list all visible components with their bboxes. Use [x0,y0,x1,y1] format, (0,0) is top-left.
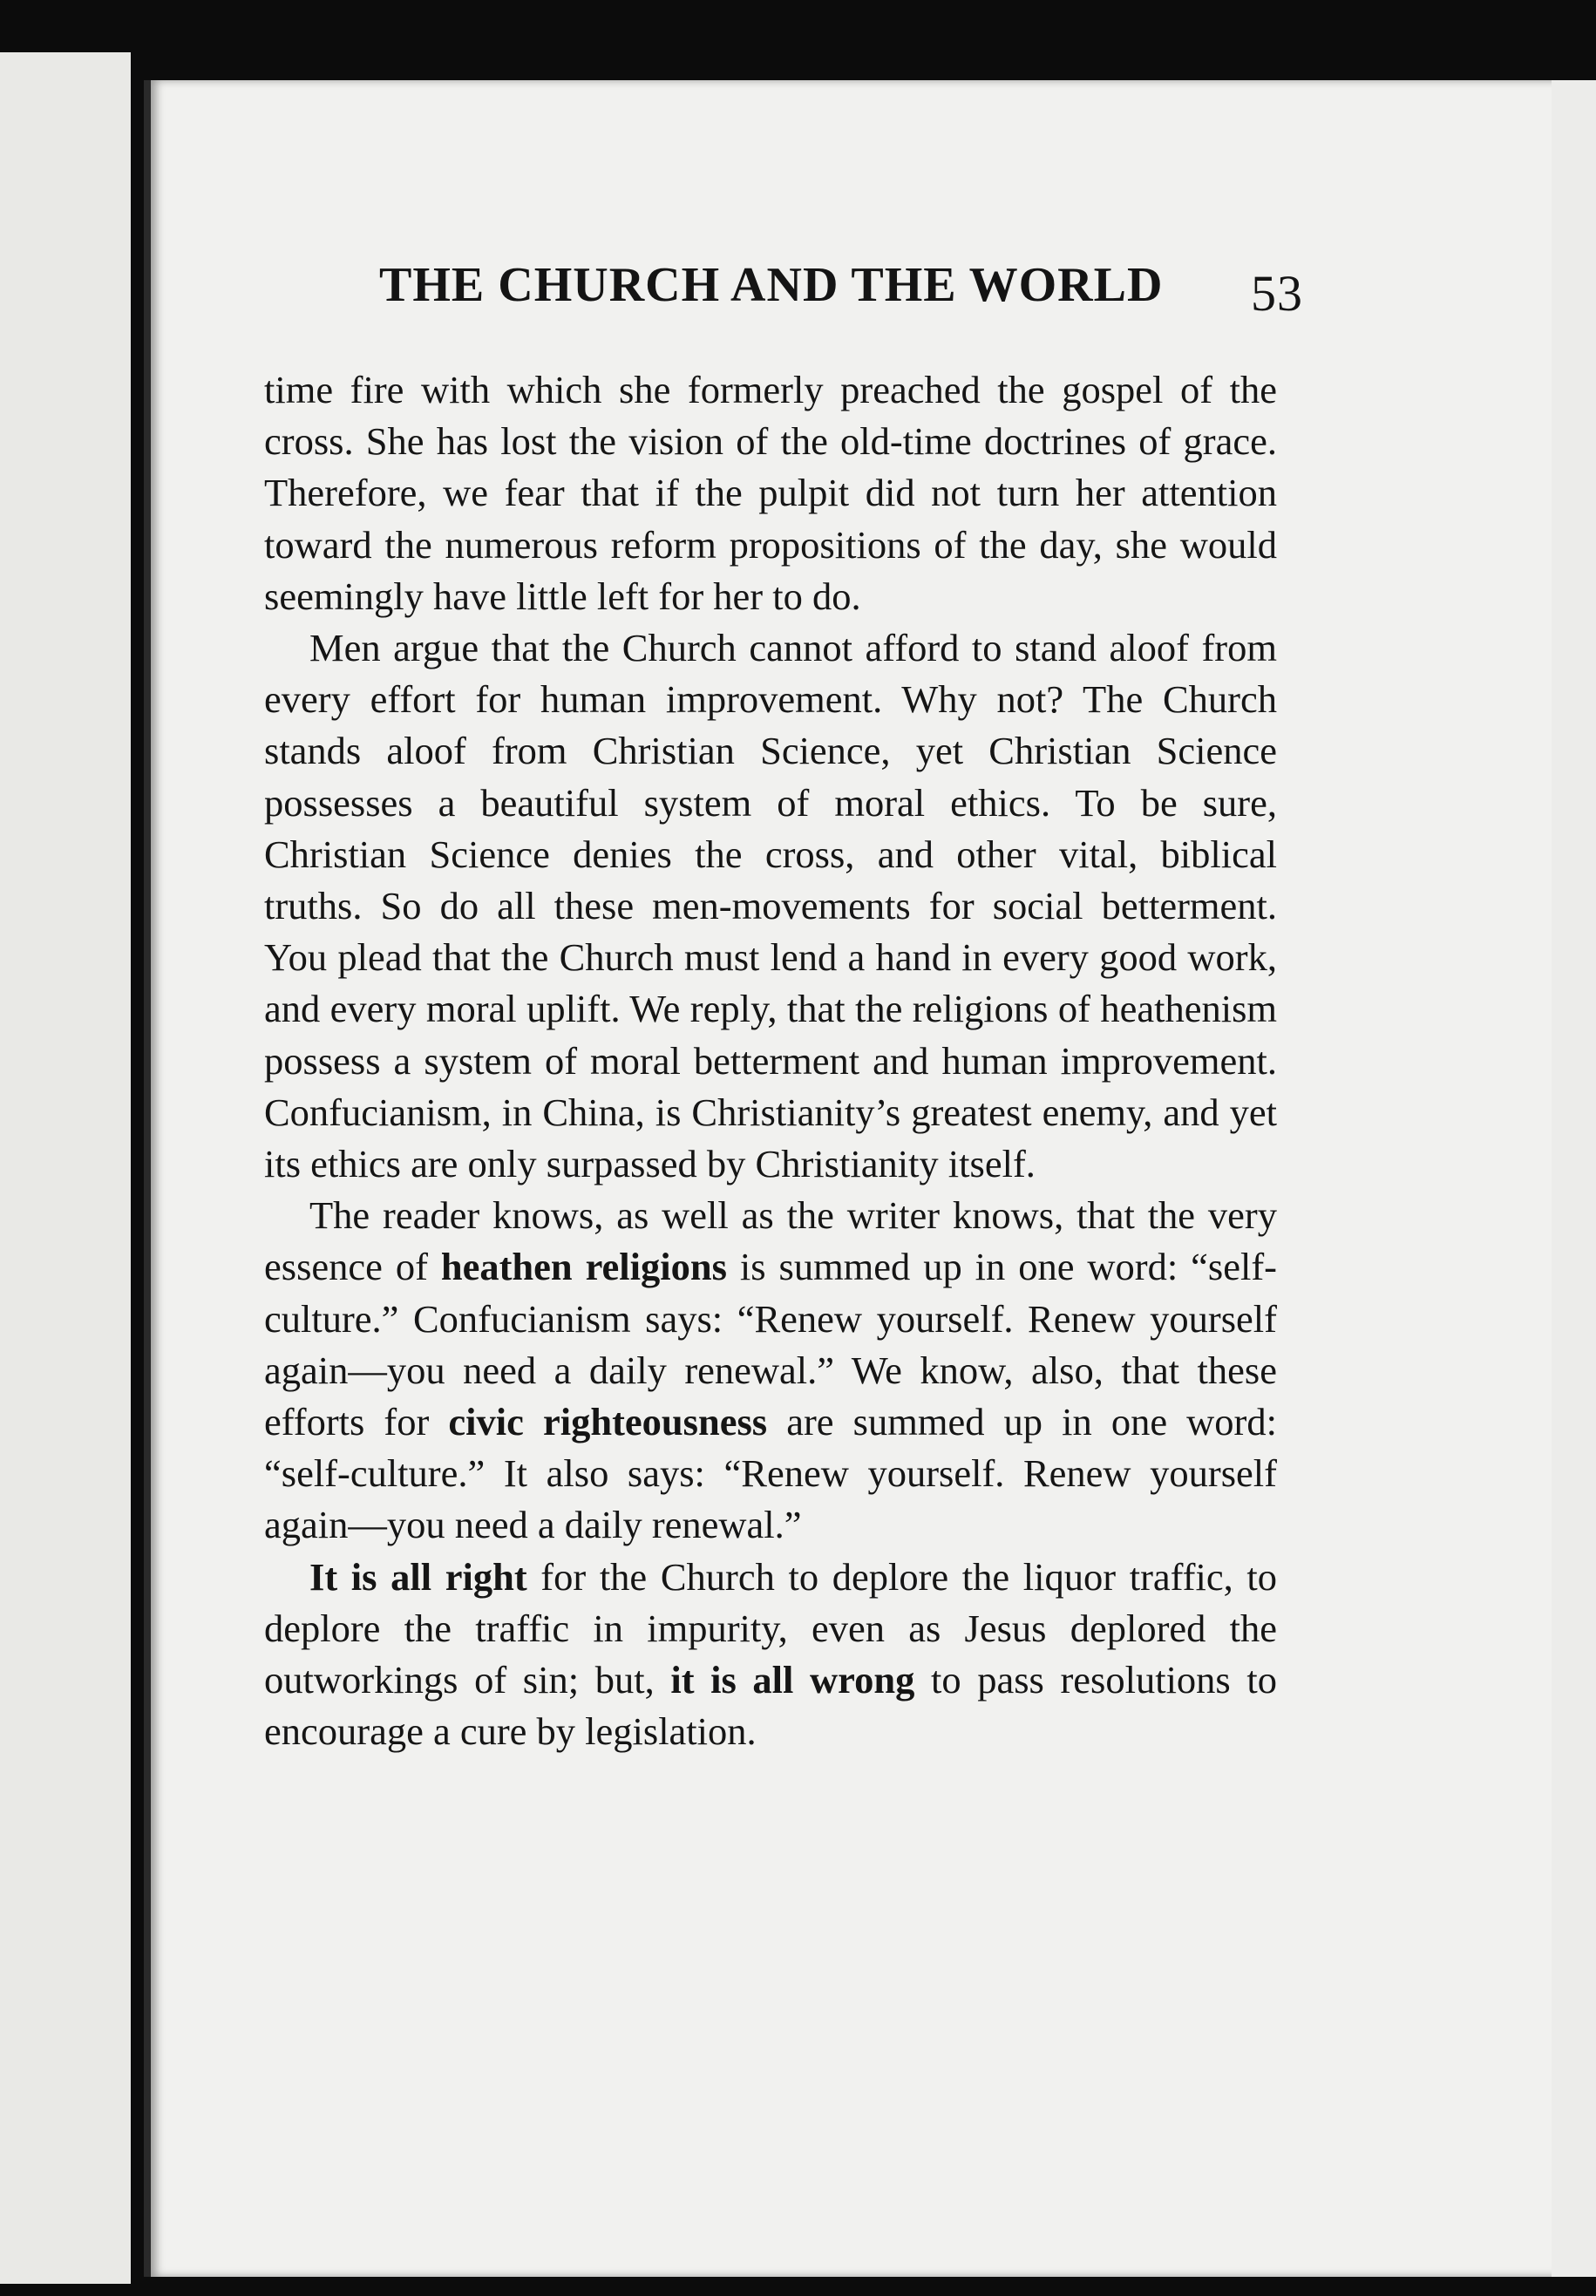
paragraph [264,1190,1277,1551]
text-run: Men argue that the Church cannot afford to stand aloof from every effort for human improvement. Why not? The Church stands aloof from Christian Science, yet Christian Science possesses a beautiful system of moral ethics. To be sure, Christian Science denies the cross, and other vital, biblical truths. So do all these men-movements for social betterment. You plead that the Church must lend a hand in every good work, and every moral uplift. We reply, that the religions of heathenism possess a system of moral betterment and human improvement. Confucianism, in China, is Christianity’s greatest enemy, and yet its ethics are only surpassed by Christianity itself. [264,626,1277,1186]
bold-text: it is all wrong [670,1658,915,1702]
paragraph [264,622,1277,1190]
facing-page-edge [0,52,131,2284]
text-run: are summed up in one word: “self-culture.” It also says: “Renew yourself. Renew yourself again—you need a daily renewal.” [264,1400,1277,1547]
bold-text: civic righteousness [448,1400,768,1444]
text-run: The reader knows, as well as the writer knows, that the very essence of [264,1193,1277,1289]
paragraph [264,364,1277,622]
bold-text: It is all right [309,1554,527,1599]
text-run: time fire with which she formerly preached the gospel of the cross. She has lost the vision of the old-time doctrines of grace. Therefore, we fear that if the pulpit did not turn her attention toward the numerous reform propositions of the day, she would seemingly have little left for her to do. [264,368,1277,618]
text-run: is summed up in one word: “self-culture.” Confucianism says: “Renew yourself. Renew yourself again—you need a daily renewal.” We know, also, that these efforts for [264,1245,1277,1444]
page-number: 53 [1251,265,1303,322]
running-title: THE CHURCH AND THE WORLD [379,258,1164,312]
running-header [379,248,1303,327]
body-text [264,364,1277,1757]
page-right-margin [1552,80,1596,2277]
text-run: for the Church to deplore the liquor traffic, to deplore the traffic in impurity, even as Jesus deplored the outworkings of sin; but, [264,1554,1277,1702]
text-run: to pass resolutions to encourage a cure by legislation. [264,1658,1277,1754]
paragraph [264,1552,1277,1758]
bold-text: heathen religions [440,1245,727,1289]
